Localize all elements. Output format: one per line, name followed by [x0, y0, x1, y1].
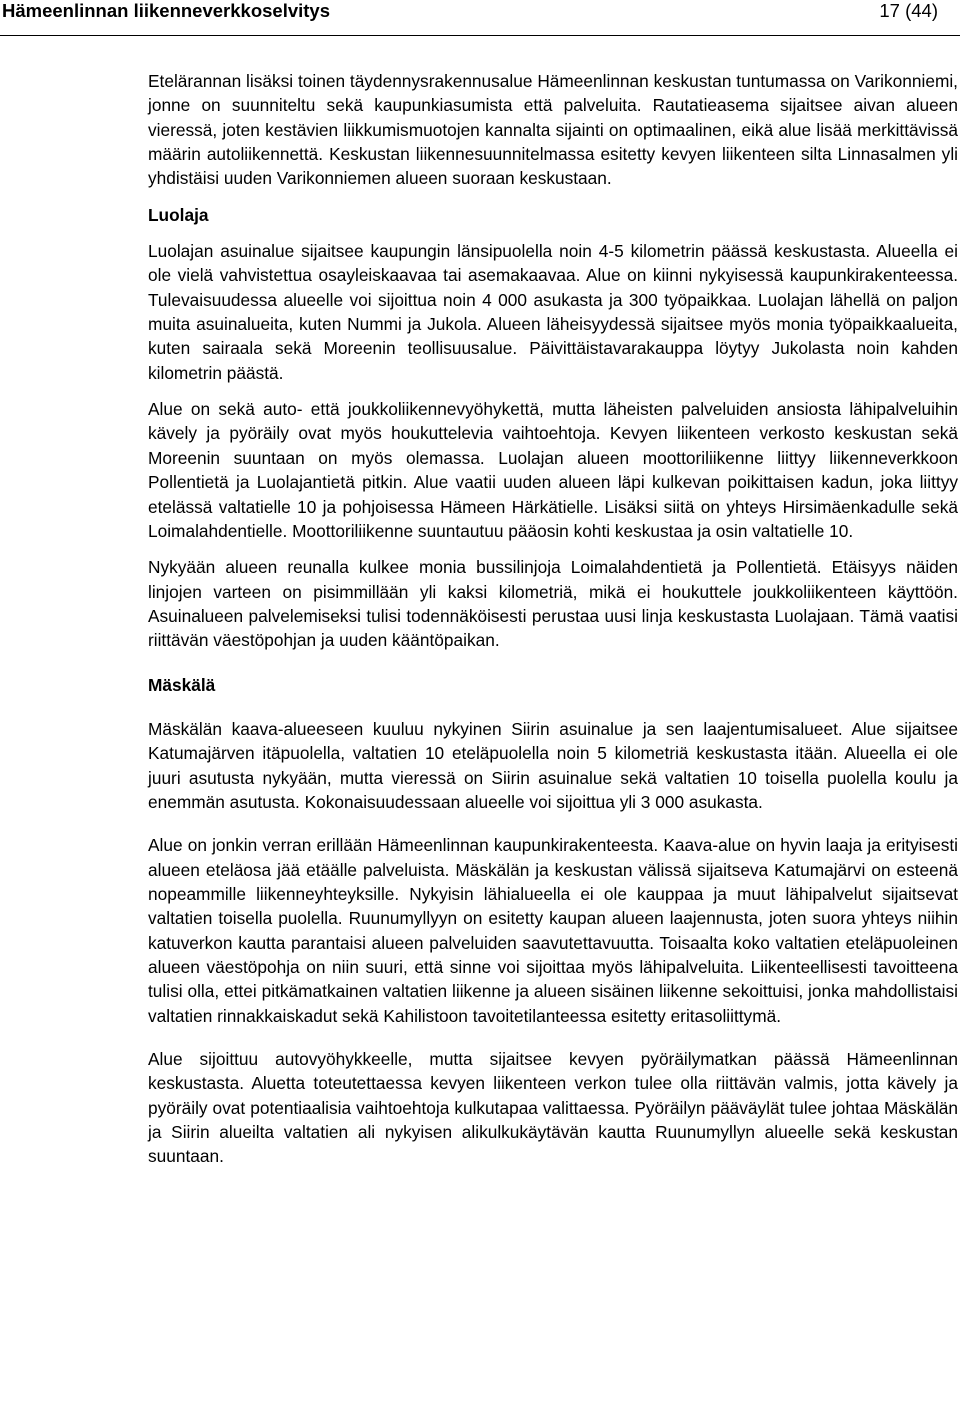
section-heading-maskala: Mäskälä: [148, 674, 216, 695]
paragraph-maskala-intro: Mäskälän kaava-alueeseen kuuluu nykyinen Siirin asuinalue ja sen laajentumisalueet. Alue sijaitsee Katumajärven itäpuolella, valtatien 10 eteläpuolella noin 5 kilometriä keskustasta itään. Alueella ei ole juuri asutusta nykyään, mutta vieressä on Siirin asuinalue sekä valtatien 10 toisella puolella koulu ja enemmän asutusta. Kokonaisuudessaan alueelle voi sijoittua yli 3 000 asukasta.: [148, 718, 958, 812]
paragraph-maskala-services: Alue on jonkin verran erillään Hämeenlinnan kaupunkirakenteesta. Kaava-alue on hyvin laaja ja erityisesti alueen eteläosa jää etäälle palveluista. Mäskälän ja keskustan välissä sijaitseva Katumajärvi on esteenä nopeammille liikenneyhteyksille. Nykyisin lähialueella ei ole kauppaa ja muut lähipalvelut sijaitsevat valtatien toisella puolella. Ruunumyllyyn on esitetty kaupan alueen laajennusta, joten suora yhteys niihin katuverkon kautta parantaisi alueen palveluiden saavutettavuutta. Toisaalta koko valtatien eteläpuoleinen alueen väestöpohja on niin suuri, että sinne voi sijoittaa myös lähipalveluita. Liikenteellisesti tavoitteena tulisi olla, ettei pitkämatkainen valtatien liikenne ja alueen sisäinen liikenne sekoittuisi, jonka mahdollistaisi valtatien rinnakkaiskadut sekä Kahilistoon tavoitetilanteessa esitetty eritasoliittymä.: [148, 835, 958, 1026]
paragraph-varikonniemi: Etelärannan lisäksi toinen täydennysrakennusalue Hämeenlinnan keskustan tuntumassa on Varikonniemi, jonne on suunniteltu sekä kaupunkiasumista että palveluita. Rautatieasema sijaitsee aivan alueen vieressä, joten kestävien liikkumismuotojen kannalta sijainti on optimaalinen, eikä alue lisää merkittävissä määrin autoliikennettä. Keskustan liikennesuunnitelmassa esitetty kevyen liikenteen silta Linnasalmen yli yhdistäisi uuden Varikonniemen alueen suoraan keskustaan.: [148, 71, 958, 189]
section-heading-luolaja: Luolaja: [148, 204, 209, 225]
page-header: [0, 0, 960, 36]
document-title: Hämeenlinnan liikenneverkkoselvitys: [2, 0, 331, 21]
paragraph-maskala-cycling: Alue sijoittuu autovyöhykkeelle, mutta sijaitsee kevyen pyöräilymatkan päässä Hämeenlinnan keskustasta. Aluetta toteutettaessa kevyen liikenteen verkon tulee olla riittävän valmis, jotta kävely ja pyöräily ovat potentiaalisia vaihtoehtoja kulkutapaa valittaessa. Pyöräilyn pääväylät tulee johtaa Mäskälän ja Siirin alueilta valtatien ali nykyisen alikulkukäytävän kautta Ruunumyllyn alueelle sekä keskustan suuntaan.: [148, 1049, 958, 1167]
page-number: 17 (44): [879, 0, 938, 21]
paragraph-luolaja-bus: Nykyään alueen reunalla kulkee monia bussilinjoja Loimalahdentietä ja Pollentietä. Etäisyys näiden linjojen varteen on pisimmillään yli kaksi kilometriä, mikä ei houkuttele joukkoliikenteen käyttöön. Asuinalueen palvelemiseksi tulisi todennäköisesti perustaa uusi linja keskustasta Luolajaan. Tämä vaatisi riittävän väestöpohjan ja uuden kääntöpaikan.: [148, 557, 958, 651]
paragraph-luolaja-intro: Luolajan asuinalue sijaitsee kaupungin länsipuolella noin 4-5 kilometrin päässä keskustasta. Alueella ei ole vielä vahvistettua osayleiskaavaa tai asemakaavaa. Alue on kiinni nykyisessä kaupunkirakenteessa. Tulevaisuudessa alueelle voi sijoittua noin 4 000 asukasta ja 300 työpaikkaa. Luolajan lähellä on paljon muita asuinalueita, kuten Nummi ja Jukola. Alueen läheisyydessä sijaitsee myös monia työpaikkaalueita, kuten sairaala sekä Moreenin teollisuusalue. Päivittäistavarakauppa löytyy Jukolasta noin kahden kilometrin päästä.: [148, 241, 958, 383]
paragraph-luolaja-traffic: Alue on sekä auto- että joukkoliikennevyöhykettä, mutta läheisten palveluiden ansiosta lähipalveluihin kävely ja pyöräily ovat myös houkuttelevia vaihtoehtoja. Kevyen liikenteen verkosto keskustan sekä Moreenin suuntaan on myös olemassa. Luolajan alueen moottoriliikenne liittyy liikenneverkkoon Pollentietä ja Luolajantietä pitkin. Alue vaatii uuden alueen läpi kulkevan poikittaisen kadun, joka liittyy etelässä valtatielle 10 ja pohjoisessa Hämeen Härkätielle. Lisäksi siitä on yhteys Hirsimäenkadulle sekä Loimalahdentielle. Moottoriliikenne suuntautuu pääosin kohti keskustaa ja osin valtatielle 10.: [148, 399, 958, 541]
document-body: [148, 69, 958, 1169]
